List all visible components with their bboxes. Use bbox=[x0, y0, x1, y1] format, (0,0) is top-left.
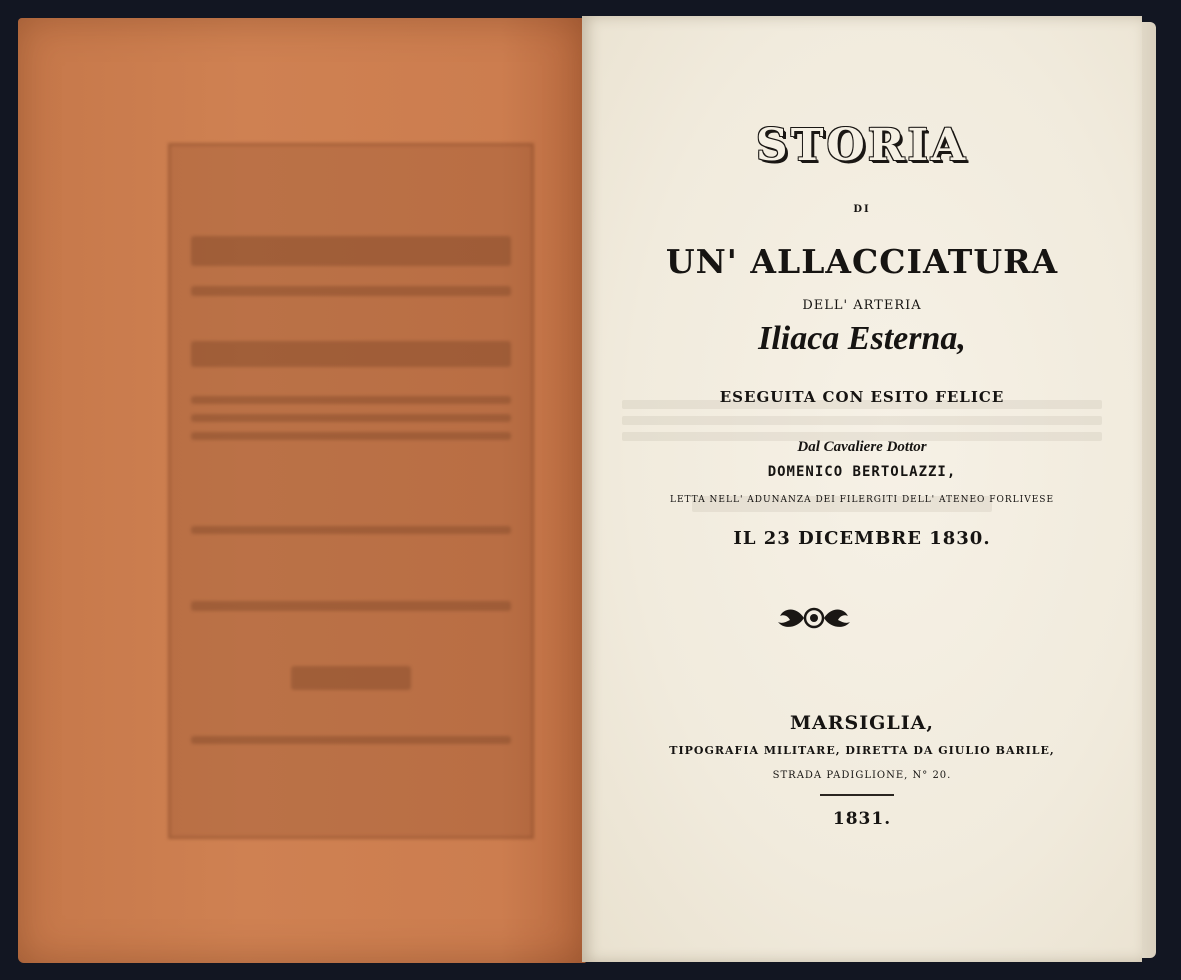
title-eseguita: ESEGUITA CON ESITO FELICE bbox=[719, 388, 1005, 406]
book-title: STORIA bbox=[755, 120, 969, 171]
show-through-print bbox=[168, 143, 534, 839]
reading-note: LETTA NELL' ADUNANZA DEI FILERGITI DELL' ATENEO FORLIVESE bbox=[669, 495, 1055, 505]
reading-date: IL 23 DICEMBRE 1830. bbox=[733, 528, 991, 549]
author-prefix: Dal Cavaliere Dottor bbox=[797, 439, 927, 455]
title-dell-arteria: DELL' ARTERIA bbox=[802, 298, 922, 313]
paper-wrapper-page bbox=[18, 18, 586, 963]
publication-year: 1831. bbox=[832, 809, 892, 829]
divider bbox=[820, 794, 894, 796]
title-page bbox=[582, 16, 1142, 962]
author-name: DOMENICO BERTOLAZZI, bbox=[767, 464, 957, 480]
printers-ornament-icon bbox=[776, 604, 852, 632]
book-subtitle: UN' ALLACCIATURA bbox=[665, 242, 1059, 281]
publication-city: MARSIGLIA, bbox=[789, 712, 934, 734]
title-di: DI bbox=[853, 204, 871, 215]
printer-name: TIPOGRAFIA MILITARE, DIRETTA DA GIULIO BARILE, bbox=[669, 744, 1055, 757]
printer-address: STRADA PADIGLIONE, N° 20. bbox=[772, 770, 952, 781]
title-iliaca-esterna: Iliaca Esterna, bbox=[758, 320, 966, 357]
